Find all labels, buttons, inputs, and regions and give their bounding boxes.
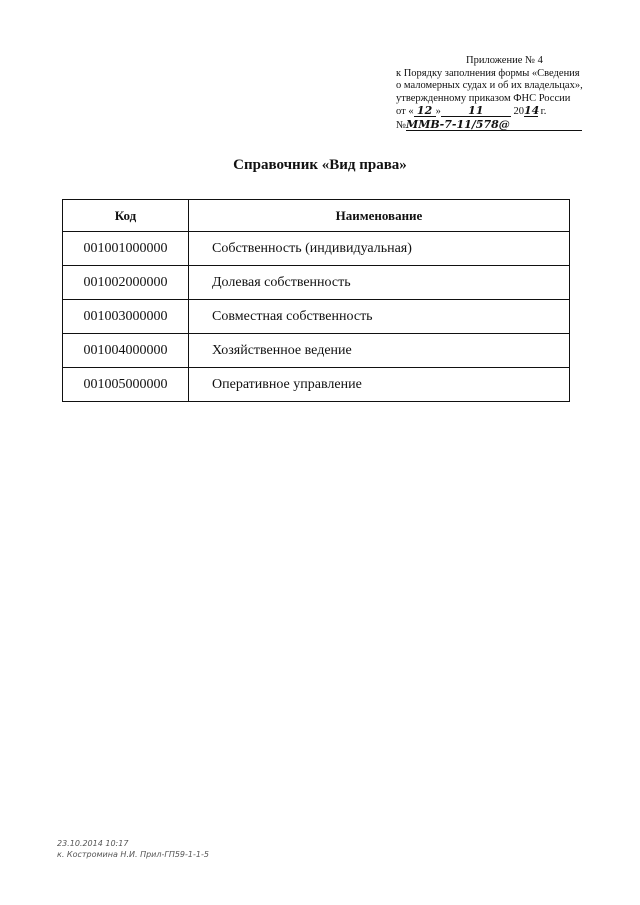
appendix-line-1: к Порядку заполнения формы «Сведения <box>396 67 580 79</box>
header-name: Наименование <box>189 200 570 232</box>
row-name: Хозяйственное ведение <box>189 334 570 368</box>
date-year-prefix: 20 <box>513 106 524 117</box>
row-name: Оперативное управление <box>189 368 570 402</box>
table-row <box>63 334 570 368</box>
date-month: 11 <box>441 105 511 117</box>
row-code: 001003000000 <box>63 300 189 334</box>
date-mid: » <box>435 106 441 117</box>
table-row <box>63 266 570 300</box>
table-row <box>63 368 570 402</box>
appendix-number <box>396 119 596 133</box>
order-number: ММВ-7-11/578@ <box>406 119 582 131</box>
header-code: Код <box>63 200 189 232</box>
row-code: 001001000000 <box>63 232 189 266</box>
row-code: 001004000000 <box>63 334 189 368</box>
appendix-line-2: о маломерных судах и об их владельцах», <box>396 80 583 91</box>
number-prefix: № <box>396 119 407 131</box>
appendix-line-3: утвержденному приказом ФНС России <box>396 92 571 104</box>
date-suffix: г. <box>540 106 547 117</box>
appendix-header <box>396 55 596 132</box>
footer-source: к. Костромина Н.И. Прил-ГП59-1-1-5 <box>57 850 209 859</box>
date-day: 12 <box>414 105 436 117</box>
rights-table <box>62 199 570 402</box>
row-code: 001005000000 <box>63 368 189 402</box>
row-name: Совместная собственность <box>189 300 570 334</box>
row-name: Долевая собственность <box>189 266 570 300</box>
date-prefix: от « <box>396 106 414 117</box>
footer-timestamp: 23.10.2014 10:17 <box>57 839 129 848</box>
appendix-date <box>396 105 596 119</box>
table-row <box>63 300 570 334</box>
print-footer <box>57 838 209 860</box>
row-code: 001002000000 <box>63 266 189 300</box>
table-row <box>63 232 570 266</box>
row-name: Собственность (индивидуальная) <box>189 232 570 266</box>
date-year-suffix: 14 <box>523 104 540 117</box>
page-title: Справочник «Вид права» <box>233 157 407 173</box>
table-header-row <box>63 200 570 232</box>
appendix-title: Приложение № 4 <box>466 55 543 66</box>
